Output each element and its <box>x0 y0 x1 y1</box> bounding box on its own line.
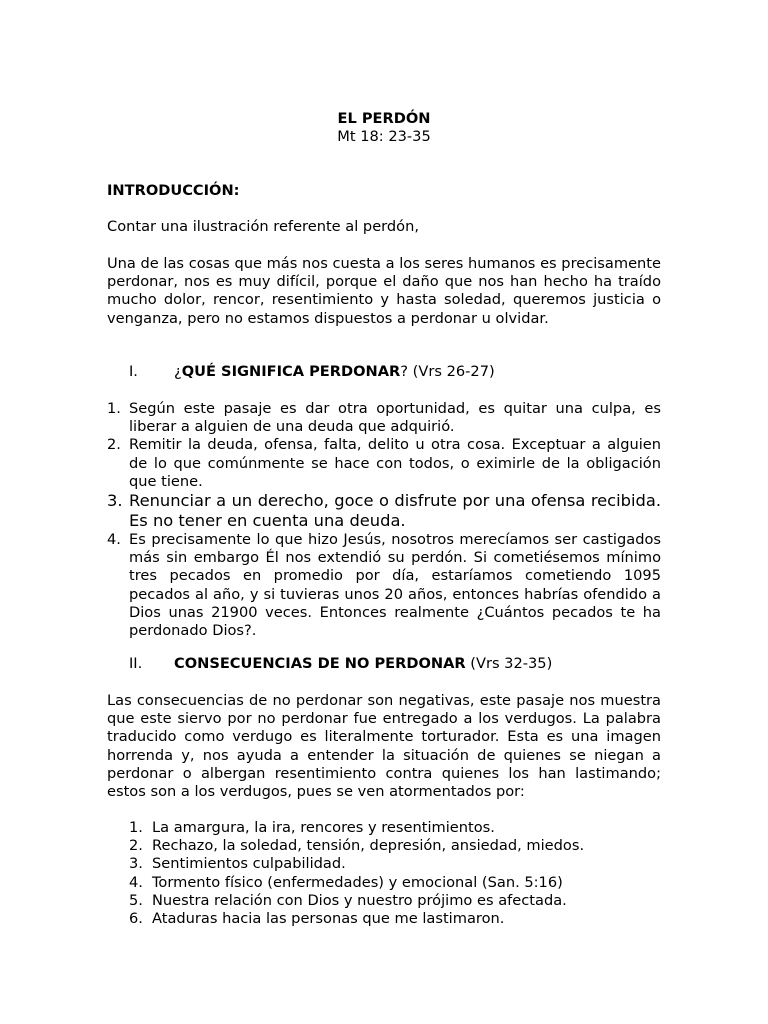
list-number: 2. <box>129 837 143 855</box>
list-text: Ataduras hacia las personas que me lastimaron. <box>152 910 505 928</box>
list-number: 1. <box>129 819 143 836</box>
list-number: 4. <box>107 531 121 549</box>
list-text: La amargura, la ira, rencores y resentimientos. <box>152 819 495 836</box>
list-text: Renunciar a un derecho, goce o disfrute por una ofensa recibida. Es no tener en cuenta una deuda. <box>129 491 661 531</box>
list-item <box>107 436 661 491</box>
intro-heading: INTRODUCCIÓN: <box>107 182 240 199</box>
list-number: 3. <box>129 855 143 873</box>
section-2-heading <box>129 655 552 673</box>
list-item <box>129 855 669 873</box>
list-item <box>129 874 669 892</box>
document-title: EL PERDÓN <box>337 110 431 127</box>
section-title: CONSECUENCIAS DE NO PERDONAR <box>174 655 466 672</box>
section-reference: (Vrs 32-35) <box>465 655 553 672</box>
list-number: 4. <box>129 873 143 891</box>
list-number: 5. <box>129 891 143 909</box>
list-text: Es precisamente lo que hizo Jesús, nosotros merecíamos ser castigados más sin embargo Él nos extendió su perdón. Si cometiésemos mínimo tres pecados en promedio por día, estaríamos cometiendo 1095 pecados al año, y si tuvieras unos 20 años, entonces habrías ofendido a Dios unas 21900 veces. Entonces realmente ¿Cuántos pecados te ha perdonado Dios?. <box>129 531 661 640</box>
intro-paragraph: Una de las cosas que más nos cuesta a los seres humanos es precisamente perdonar, nos es muy difícil, porque el daño que nos han hecho ha traído mucho dolor, rencor, resentimiento y hasta soledad, queremos justicia o venganza, pero no estamos dispuestos a perdonar u olvidar. <box>107 255 661 327</box>
list-item <box>107 491 661 531</box>
list-number: 2. <box>107 436 121 454</box>
meaning-list <box>107 400 661 640</box>
list-item <box>107 400 661 436</box>
intro-illustration: Contar una ilustración referente al perdón, <box>107 218 419 235</box>
section-number: II. <box>129 655 143 672</box>
list-text: Tormento físico (enfermedades) y emocional (San. 5:16) <box>152 873 563 891</box>
section-1-heading <box>129 363 495 381</box>
list-item <box>129 892 669 910</box>
list-text: Según este pasaje es dar otra oportunidad, es quitar una culpa, es liberar a alguien de una deuda que adquirió. <box>129 400 661 436</box>
list-number: 3. <box>107 491 123 511</box>
document-subtitle: Mt 18: 23-35 <box>337 128 431 146</box>
consequences-list <box>129 819 669 928</box>
section-number: I. <box>129 363 138 380</box>
list-item <box>129 819 669 837</box>
list-text: Nuestra relación con Dios y nuestro prójimo es afectada. <box>152 891 567 909</box>
list-item <box>129 910 669 928</box>
list-text: Remitir la deuda, ofensa, falta, delito u otra cosa. Exceptuar a alguien de lo que comúnmente se hace con todos, o eximirle de la obligación que tiene. <box>129 436 661 490</box>
section-prefix: ¿ <box>174 363 182 380</box>
section-reference: ? (Vrs 26-27) <box>400 363 495 380</box>
list-number: 1. <box>107 400 121 417</box>
list-text: Sentimientos culpabilidad. <box>152 855 346 873</box>
list-text: Rechazo, la soledad, tensión, depresión, ansiedad, miedos. <box>152 837 585 855</box>
list-number: 6. <box>129 910 143 928</box>
section-title: QUÉ SIGNIFICA PERDONAR <box>181 363 401 380</box>
consequences-paragraph: Las consecuencias de no perdonar son negativas, este pasaje nos muestra que este siervo por no perdonar fue entregado a los verdugos. La palabra traducido como verdugo es literalmente torturador. Esta es una imagen horrenda y, nos ayuda a entender la situación de quienes se niegan a perdonar o albergan resentimiento contra quienes los han lastimando; estos son a los verdugos, pues se ven atormentados por: <box>107 692 661 801</box>
list-item <box>107 531 661 640</box>
list-item <box>129 837 669 855</box>
title-block <box>0 110 768 146</box>
